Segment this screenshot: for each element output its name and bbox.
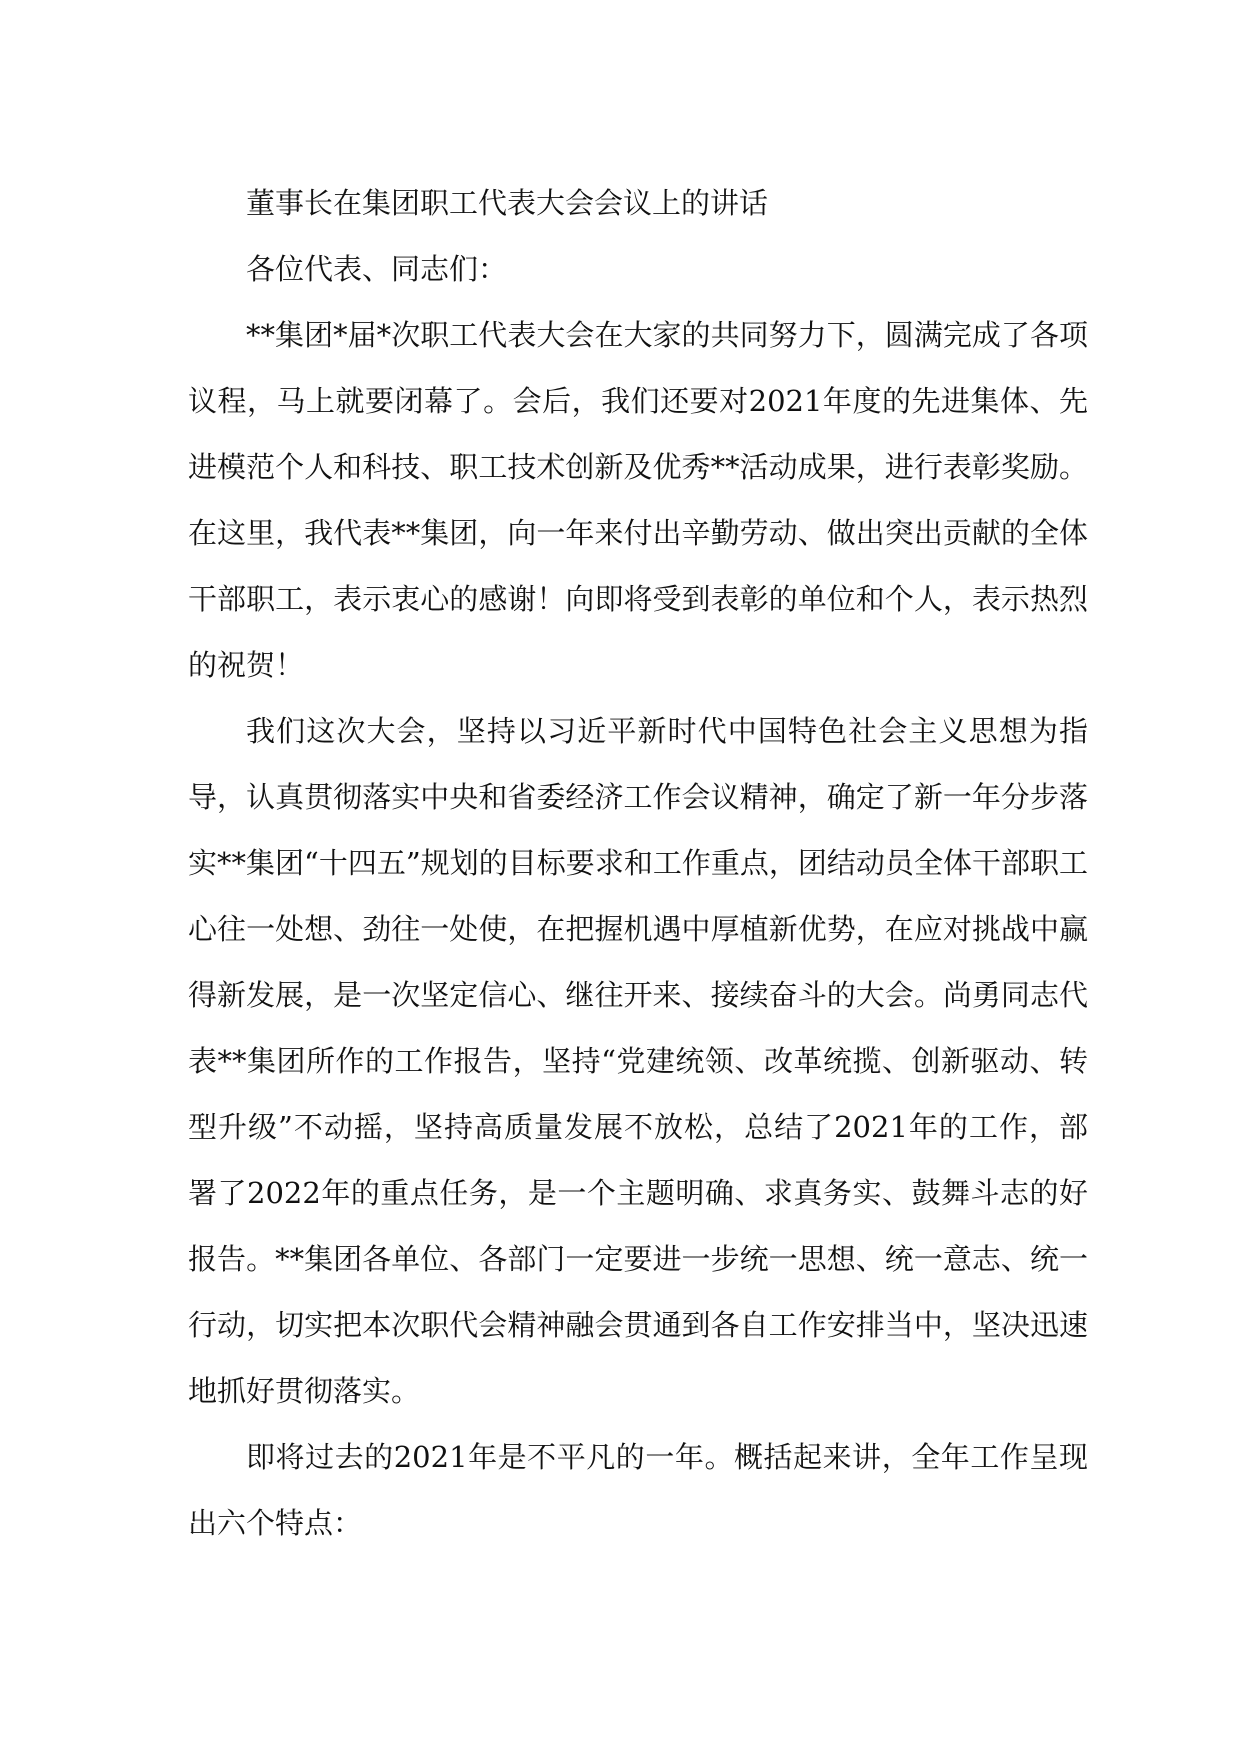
- paragraph-2: 我们这次大会，坚持以习近平新时代中国特色社会主义思想为指导，认真贯彻落实中央和省委经济工作会议精神，确定了新一年分步落实**集团“十四五”规划的目标要求和工作重点，团结动员全体干部职工心往一处想、劲往一处使，在把握机遇中厚植新优势，在应对挑战中赢得新发展，是一次坚定信心、继往开来、接续奋斗的大会。尚勇同志代表**集团所作的工作报告，坚持“党建统领、改革统揽、创新驱动、转型升级”不动摇，坚持高质量发展不放松，总结了2021年的工作，部署了2022年的重点任务，是一个主题明确、求真务实、鼓舞斗志的好报告。**集团各单位、各部门一定要进一步统一思想、统一意志、统一行动，切实把本次职代会精神融会贯通到各自工作安排当中，坚决迅速地抓好贯彻落实。: [188, 714, 1088, 1408]
- paragraph-3: 即将过去的2021年是不平凡的一年。概括起来讲，全年工作呈现出六个特点：: [188, 1440, 1088, 1540]
- document-page: [188, 170, 1088, 1556]
- document-title: 董事长在集团职工代表大会会议上的讲话: [246, 186, 769, 220]
- salutation: 各位代表、同志们：: [246, 252, 508, 286]
- paragraph-1: **集团*届*次职工代表大会在大家的共同努力下，圆满完成了各项议程，马上就要闭幕了。会后，我们还要对2021年度的先进集体、先进模范个人和科技、职工技术创新及优秀**活动成果，进行表彰奖励。在这里，我代表**集团，向一年来付出辛勤劳动、做出突出贡献的全体干部职工，表示衷心的感谢！向即将受到表彰的单位和个人，表示热烈的祝贺！: [188, 318, 1088, 682]
